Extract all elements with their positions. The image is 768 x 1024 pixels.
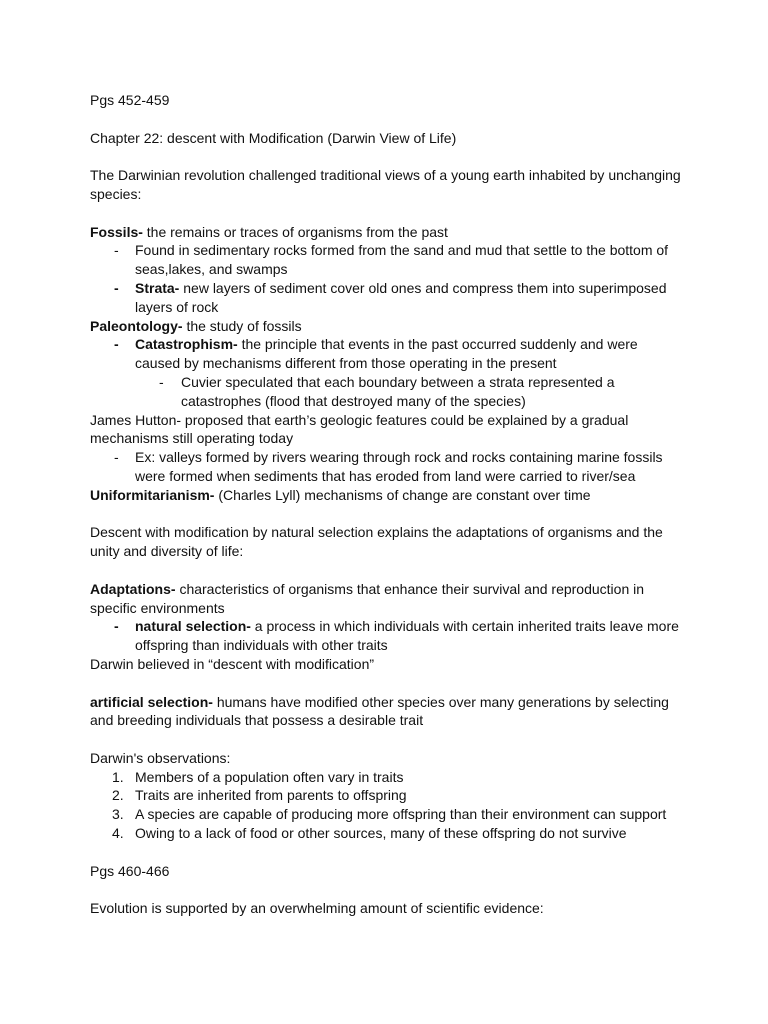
numbered-item [90,805,690,824]
list-item [90,241,690,279]
item-number: 4. [112,825,124,842]
numbered-item [90,786,690,805]
term: Fossils- [90,223,143,240]
paleontology-definition [90,317,690,336]
chapter-title: Chapter 22: descent with Modification (Darwin View of Life) [90,129,457,146]
blank-line [90,204,690,223]
term: artificial selection- [90,693,213,710]
dash-bullet: - [114,618,119,635]
numbered-item-text: A species are capable of producing more offspring than their environment can support [135,806,667,823]
intro-line: species: [90,185,142,202]
list-item [90,617,690,655]
list-item [90,279,690,317]
blank-line [90,147,690,166]
blank-line [90,674,690,693]
list-item-text [135,279,690,298]
item-number: 2. [112,787,124,804]
definition: the study of fossils [182,317,302,334]
list-item-text: catastrophes (flood that destroyed many of the species) [181,392,526,409]
list-item-text: were formed when sediments that has eroded from land were carried to river/sea [135,467,636,484]
intro-line: The Darwinian revolution challenged traditional views of a young earth inhabited by unchanging [90,167,681,184]
uniformitarianism-definition [90,486,690,505]
dash-bullet: - [114,449,119,466]
descent-line: unity and diversity of life: [90,543,244,560]
dash-bullet: - [159,373,164,390]
blank-line [90,880,690,899]
definition: characteristics of organisms that enhance their survival and reproduction in [175,580,645,597]
numbered-item-text: Owing to a lack of food or other sources, many of these offspring do not survive [135,825,627,842]
item-number: 1. [112,768,124,785]
adaptations-definition [90,580,690,599]
item-number: 3. [112,806,124,823]
observations-heading: Darwin's observations: [90,749,231,766]
adaptations-definition-cont: specific environments [90,599,225,616]
hutton-line: mechanisms still operating today [90,430,294,447]
document-body [90,91,690,918]
term: Adaptations- [90,580,176,597]
term: Strata- [135,279,180,296]
blank-line [90,110,690,129]
list-item-text: Cuvier speculated that each boundary between a strata represented a [181,373,615,390]
blank-line [90,843,690,862]
darwin-believed-line: Darwin believed in “descent with modification” [90,655,375,672]
definition: the principle that events in the past occurred suddenly and were [237,336,638,353]
numbered-item [90,768,690,787]
definition: humans have modified other species over many generations by selecting [212,693,669,710]
list-item-text [135,617,690,636]
artificial-selection-definition [90,693,690,712]
hutton-line: James Hutton- proposed that earth’s geologic features could be explained by a gradual [90,411,629,428]
page-range-heading: Pgs 460-466 [90,862,170,879]
term: natural selection- [135,618,251,635]
definition: (Charles Lyll) mechanisms of change are constant over time [214,486,591,503]
fossils-definition [90,223,690,242]
list-item-text: Ex: valleys formed by rivers wearing through rock and rocks containing marine fossils [135,449,663,466]
definition: new layers of sediment cover old ones and compress them into superimposed [179,279,667,296]
dash-bullet: - [114,336,119,353]
page-range-heading: Pgs 452-459 [90,92,170,108]
artificial-selection-definition-cont: and breeding individuals that possess a desirable trait [90,712,424,729]
definition: a process in which individuals with certain inherited traits leave more [250,618,679,635]
list-item-text: caused by mechanisms different from those operating in the present [135,355,557,372]
descent-line: Descent with modification by natural selection explains the adaptations of organisms and the [90,524,663,541]
blank-line [90,561,690,580]
numbered-item-text: Members of a population often vary in traits [135,768,404,785]
list-item-text [135,335,690,354]
numbered-item [90,824,690,843]
dash-bullet: - [114,279,119,296]
list-item [90,373,690,411]
list-item-text: seas,lakes, and swamps [135,261,288,278]
term: Paleontology- [90,317,183,334]
term: Uniformitarianism- [90,486,215,503]
list-item [90,448,690,486]
dash-bullet: - [114,242,119,259]
list-item-text: layers of rock [135,298,219,315]
list-item-text: offspring than individuals with other traits [135,637,388,654]
evidence-line: Evolution is supported by an overwhelming amount of scientific evidence: [90,900,544,917]
definition: the remains or traces of organisms from the past [142,223,448,240]
term: Catastrophism- [135,336,238,353]
numbered-item-text: Traits are inherited from parents to offspring [135,787,407,804]
list-item-text: Found in sedimentary rocks formed from the sand and mud that settle to the bottom of [135,242,669,259]
blank-line [90,730,690,749]
blank-line [90,505,690,524]
list-item [90,335,690,373]
